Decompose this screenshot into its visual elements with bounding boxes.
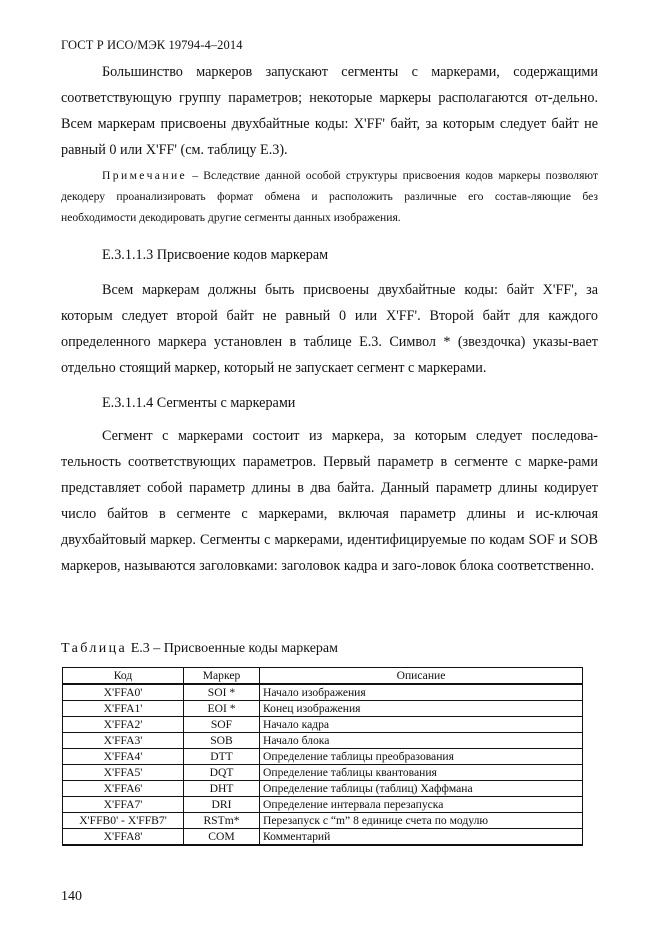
table-row xyxy=(63,733,583,749)
column-header-description: Описание xyxy=(260,668,583,685)
cell-description: Определение таблицы квантования xyxy=(260,765,583,781)
note-text: – Вследствие данной особой структуры присвоения кодов маркеры позволяют декодеру проанализировать формат обмена и расположить различные его состав-ляющие без необходимости декодировать другие сегменты данных изображения. xyxy=(61,169,598,224)
column-header-code: Код xyxy=(63,668,184,685)
table-caption xyxy=(61,641,338,657)
table-row xyxy=(63,684,583,701)
cell-code: X'FFA5' xyxy=(63,765,184,781)
cell-code: X'FFA7' xyxy=(63,797,184,813)
paragraph-code-assignment: Всем маркерам должны быть присвоены двухбайтные коды: байт X'FF', за которым следует второй байт не равный 0 или X'FF'. Второй байт для каждого определенного маркера установлен в таблице Е.3. Символ * (звездочка) указы-вает отдельно стоящий маркер, который не запускает сегмент с маркерами. xyxy=(61,282,598,376)
cell-code: X'FFA4' xyxy=(63,749,184,765)
note-label: Примечание xyxy=(102,169,188,182)
cell-description: Начало кадра xyxy=(260,717,583,733)
table-row xyxy=(63,749,583,765)
cell-marker: SOI * xyxy=(184,684,260,701)
cell-description: Перезапуск с “m” 8 единице счета по модулю xyxy=(260,813,583,829)
table-row xyxy=(63,797,583,813)
section-heading-marker-segments: Е.3.1.1.4 Сегменты с маркерами xyxy=(102,395,296,411)
cell-description: Определение таблицы преобразования xyxy=(260,749,583,765)
cell-code: X'FFA3' xyxy=(63,733,184,749)
cell-code: X'FFA2' xyxy=(63,717,184,733)
marker-codes-table xyxy=(62,667,583,846)
column-header-marker: Маркер xyxy=(184,668,260,685)
cell-description: Определение таблицы (таблиц) Хаффмана xyxy=(260,781,583,797)
cell-description: Определение интервала перезапуска xyxy=(260,797,583,813)
cell-code: X'FFB0' - X'FFB7' xyxy=(63,813,184,829)
table-caption-text: Е.3 – Присвоенные коды маркерам xyxy=(127,641,338,656)
table-row xyxy=(63,717,583,733)
standard-header: ГОСТ Р ИСО/МЭК 19794-4–2014 xyxy=(61,38,243,52)
cell-marker: DQT xyxy=(184,765,260,781)
cell-marker: SOF xyxy=(184,717,260,733)
table-caption-label: Таблица xyxy=(61,641,128,656)
cell-code: X'FFA6' xyxy=(63,781,184,797)
cell-marker: COM xyxy=(184,829,260,846)
cell-marker: RSTm* xyxy=(184,813,260,829)
table-row xyxy=(63,829,583,846)
cell-code: X'FFA0' xyxy=(63,684,184,701)
cell-marker: EOI * xyxy=(184,701,260,717)
table-row xyxy=(63,781,583,797)
cell-marker: DTT xyxy=(184,749,260,765)
cell-description: Начало изображения xyxy=(260,684,583,701)
table-row xyxy=(63,765,583,781)
table-header-row xyxy=(63,668,583,685)
paragraph-markers-intro: Большинство маркеров запускают сегменты с маркерами, содержащими соответствующую группу параметров; некоторые маркеры располагаются от-дельно. Всем маркерам присвоены двухбайтные коды: X'FF' байт, за которым следует байт не равный 0 или X'FF' (см. таблицу Е.3). xyxy=(61,64,598,158)
section-heading-code-assignment: Е.3.1.1.3 Присвоение кодов маркерам xyxy=(102,247,329,263)
cell-description: Начало блока xyxy=(260,733,583,749)
cell-code: X'FFA1' xyxy=(63,701,184,717)
table-row xyxy=(63,701,583,717)
paragraph-marker-segments: Сегмент с маркерами состоит из маркера, за которым следует последова-тельность соответствующих параметров. Первый параметр в сегменте с марке-рами представляет собой параметр длины в два байта. Данный параметр длины кодирует число байтов в сегменте с маркерами, включая параметр длины и ис-ключая двухбайтовый маркер. Сегменты с маркерами, идентифицируемые по кодам SOF и SOB маркеров, называются заголовками: заголовок кадра и заго-ловок блока соответственно. xyxy=(61,428,598,574)
note xyxy=(61,165,598,228)
cell-description: Конец изображения xyxy=(260,701,583,717)
cell-code: X'FFA8' xyxy=(63,829,184,846)
page-number: 140 xyxy=(61,889,82,904)
cell-description: Комментарий xyxy=(260,829,583,846)
table-row xyxy=(63,813,583,829)
cell-marker: DHT xyxy=(184,781,260,797)
cell-marker: SOB xyxy=(184,733,260,749)
cell-marker: DRI xyxy=(184,797,260,813)
